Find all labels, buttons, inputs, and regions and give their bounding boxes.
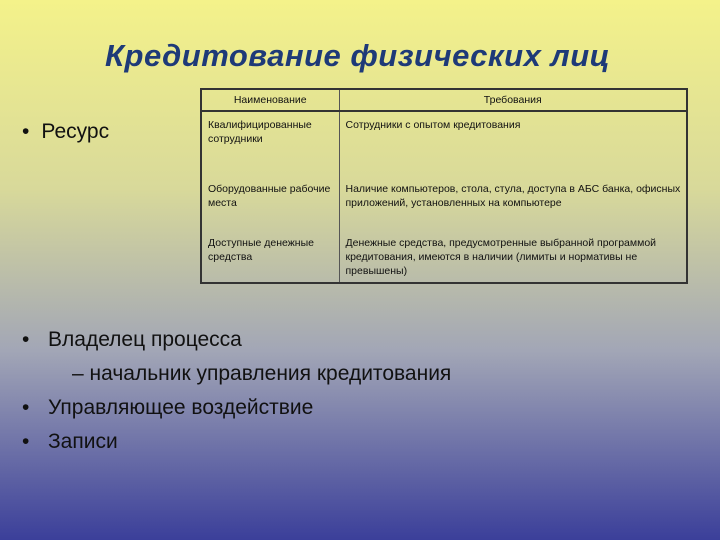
bullet-records: Записи xyxy=(48,430,118,453)
bullet-dot: • xyxy=(22,396,30,419)
header-requirements: Требования xyxy=(339,89,687,111)
bullet-list xyxy=(22,323,451,459)
slide-title: Кредитование физических лиц xyxy=(105,38,611,73)
cell-name: Доступные денежные средства xyxy=(201,230,339,283)
table-row xyxy=(201,176,687,230)
requirements-table xyxy=(200,88,688,284)
bullet-dot: • xyxy=(22,430,30,453)
cell-name: Квалифицированные сотрудники xyxy=(201,111,339,176)
list-item xyxy=(22,425,451,459)
list-item xyxy=(22,391,451,425)
list-subitem xyxy=(22,357,451,391)
bullet-dot: • xyxy=(22,328,30,351)
bullet-control: Управляющее воздействие xyxy=(48,396,314,419)
cell-requirement: Наличие компьютеров, стола, стула, доступа в АБС банка, офисных приложений, установленных на компьютере xyxy=(345,183,681,209)
cell-name: Оборудованные рабочие места xyxy=(201,176,339,230)
bullet-resource-label: Ресурс xyxy=(41,120,110,143)
bullet-owner: Владелец процесса xyxy=(48,328,242,351)
bullet-resource xyxy=(22,120,109,144)
table-row xyxy=(201,230,687,283)
header-name: Наименование xyxy=(201,89,339,111)
bullet-owner-sub: – начальник управления кредитования xyxy=(72,362,452,385)
table-header-row xyxy=(201,89,687,111)
table-row xyxy=(201,111,687,176)
cell-requirement: Сотрудники с опытом кредитования xyxy=(345,119,521,131)
cell-requirement: Денежные средства, предусмотренные выбранной программой кредитования, имеются в наличии (лимиты и нормативы не превышены) xyxy=(345,237,657,277)
bullet-dot: • xyxy=(22,120,30,143)
list-item xyxy=(22,323,451,357)
